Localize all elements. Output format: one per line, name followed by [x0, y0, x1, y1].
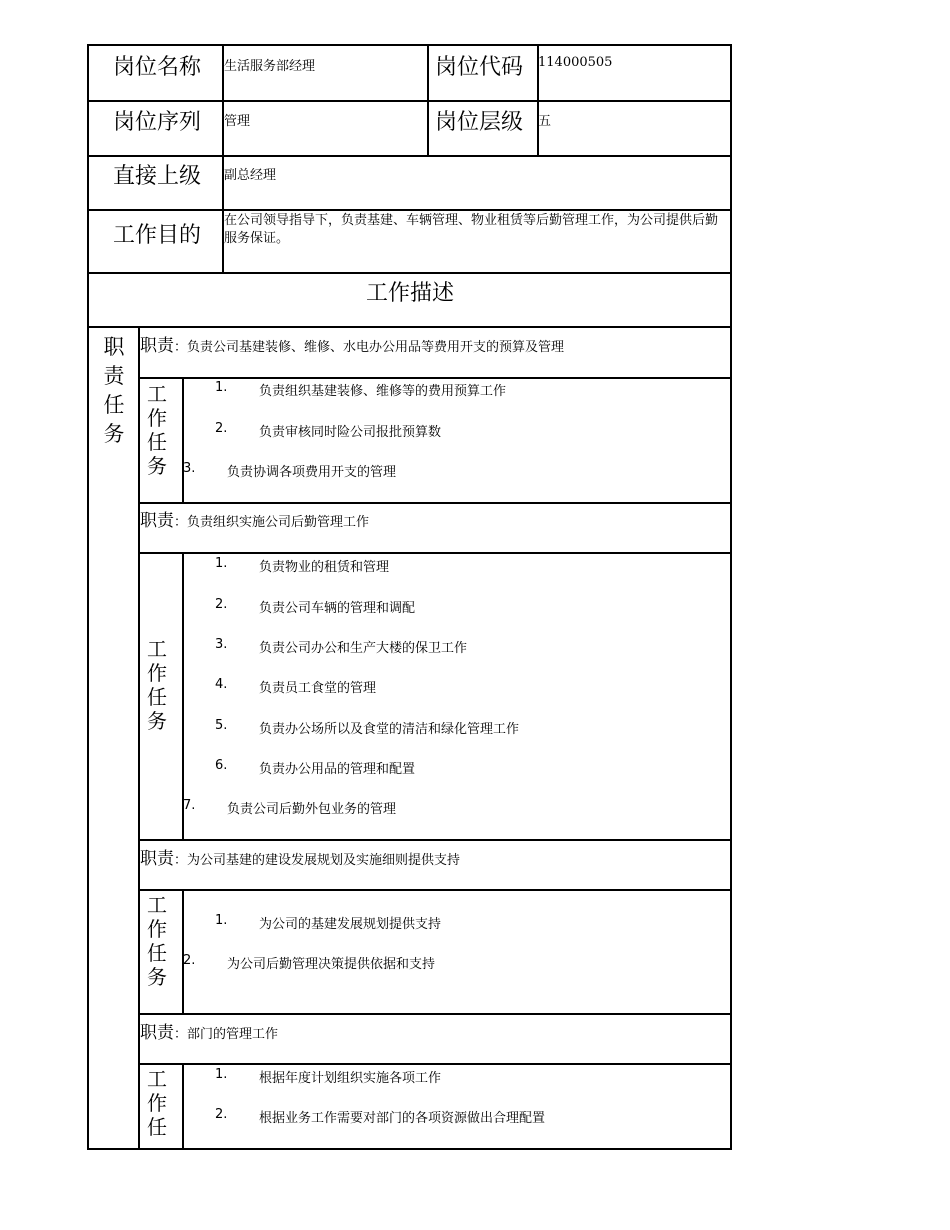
task-item: 负责组织基建装修、维修等的费用预算工作 — [259, 384, 507, 399]
table-border — [182, 1063, 184, 1150]
table-border — [87, 272, 732, 274]
task-item: 根据年度计划组织实施各项工作 — [259, 1071, 442, 1086]
task-number: 1. — [215, 913, 228, 928]
task-item: 负责公司办公和生产大楼的保卫工作 — [259, 641, 468, 656]
task-label: 工作任务 — [147, 893, 167, 989]
post-name-value: 生活服务部经理 — [224, 59, 316, 74]
purpose-value: 在公司领导指导下，负责基建、车辆管理、物业租赁等后勤管理工作，为公司提供后勤服务保证。 — [224, 213, 719, 246]
task-number: 4. — [215, 677, 228, 692]
duty-text: ：为公司基建的建设发展规划及实施细则提供支持 — [174, 853, 461, 868]
task-number: 7. — [183, 798, 196, 813]
duty-prefix: 职责 — [140, 336, 174, 356]
table-border — [139, 377, 732, 379]
purpose-label: 工作目的 — [113, 223, 202, 248]
task-number: 2. — [183, 953, 196, 968]
description-title: 工作描述 — [366, 281, 455, 306]
table-border — [182, 889, 184, 1014]
duty-text: ：负责组织实施公司后勤管理工作 — [174, 515, 370, 530]
task-item: 负责协调各项费用开支的管理 — [227, 465, 397, 480]
table-border — [87, 326, 732, 328]
task-label: 工作任务 — [147, 637, 167, 733]
table-border — [87, 44, 89, 1150]
duty-prefix: 职责 — [140, 511, 174, 531]
post-level-label: 岗位层级 — [435, 110, 524, 135]
duty-prefix: 职责 — [140, 849, 174, 869]
duty-row — [140, 844, 460, 869]
table-border — [182, 552, 184, 840]
table-border — [182, 377, 184, 503]
task-number: 1. — [215, 1067, 228, 1082]
task-number: 3. — [215, 637, 228, 652]
table-border — [87, 44, 732, 46]
task-number: 1. — [215, 380, 228, 395]
duty-row — [140, 506, 369, 531]
task-number: 6. — [215, 758, 228, 773]
responsibility-label: 职责任务 — [103, 335, 125, 446]
task-number: 5. — [215, 718, 228, 733]
table-border — [730, 44, 732, 1150]
task-label: 工作任务 — [147, 382, 167, 478]
duty-text: ：部门的管理工作 — [174, 1027, 279, 1042]
task-item: 根据业务工作需要对部门的各项资源做出合理配置 — [259, 1111, 546, 1126]
post-code-value: 114000505 — [538, 55, 613, 70]
task-item: 负责办公用品的管理和配置 — [259, 762, 416, 777]
duty-row — [140, 331, 564, 356]
task-number: 1. — [215, 556, 228, 571]
post-name-label: 岗位名称 — [113, 55, 202, 80]
task-label: 工作任 — [147, 1067, 167, 1139]
task-item: 为公司的基建发展规划提供支持 — [259, 917, 442, 932]
task-number: 2. — [215, 1107, 228, 1122]
table-border — [139, 1063, 732, 1065]
table-border — [139, 502, 732, 504]
task-item: 负责员工食堂的管理 — [259, 681, 377, 696]
task-item: 负责公司后勤外包业务的管理 — [227, 802, 397, 817]
duty-row — [140, 1018, 278, 1043]
table-border — [87, 100, 732, 102]
task-item: 负责公司车辆的管理和调配 — [259, 601, 416, 616]
post-series-value: 管理 — [224, 114, 251, 129]
duty-prefix: 职责 — [140, 1023, 174, 1043]
table-border — [139, 839, 732, 841]
post-code-label: 岗位代码 — [435, 55, 524, 80]
table-border — [427, 44, 429, 156]
task-item: 负责审核同时险公司报批预算数 — [259, 425, 442, 440]
post-level-value: 五 — [538, 114, 552, 129]
task-item: 负责物业的租赁和管理 — [259, 560, 390, 575]
table-border — [87, 1148, 732, 1150]
task-item: 为公司后勤管理决策提供依据和支持 — [227, 957, 436, 972]
table-border — [139, 889, 732, 891]
task-number: 2. — [215, 421, 228, 436]
superior-value: 副总经理 — [224, 168, 277, 183]
table-border — [139, 552, 732, 554]
table-border — [139, 1013, 732, 1015]
task-number: 3. — [183, 461, 196, 476]
superior-label: 直接上级 — [113, 164, 202, 189]
task-number: 2. — [215, 597, 228, 612]
table-border — [87, 209, 732, 211]
table-border — [87, 155, 732, 157]
duty-text: ：负责公司基建装修、维修、水电办公用品等费用开支的预算及管理 — [174, 340, 565, 355]
task-item: 负责办公场所以及食堂的清洁和绿化管理工作 — [259, 722, 520, 737]
post-series-label: 岗位序列 — [113, 110, 202, 135]
